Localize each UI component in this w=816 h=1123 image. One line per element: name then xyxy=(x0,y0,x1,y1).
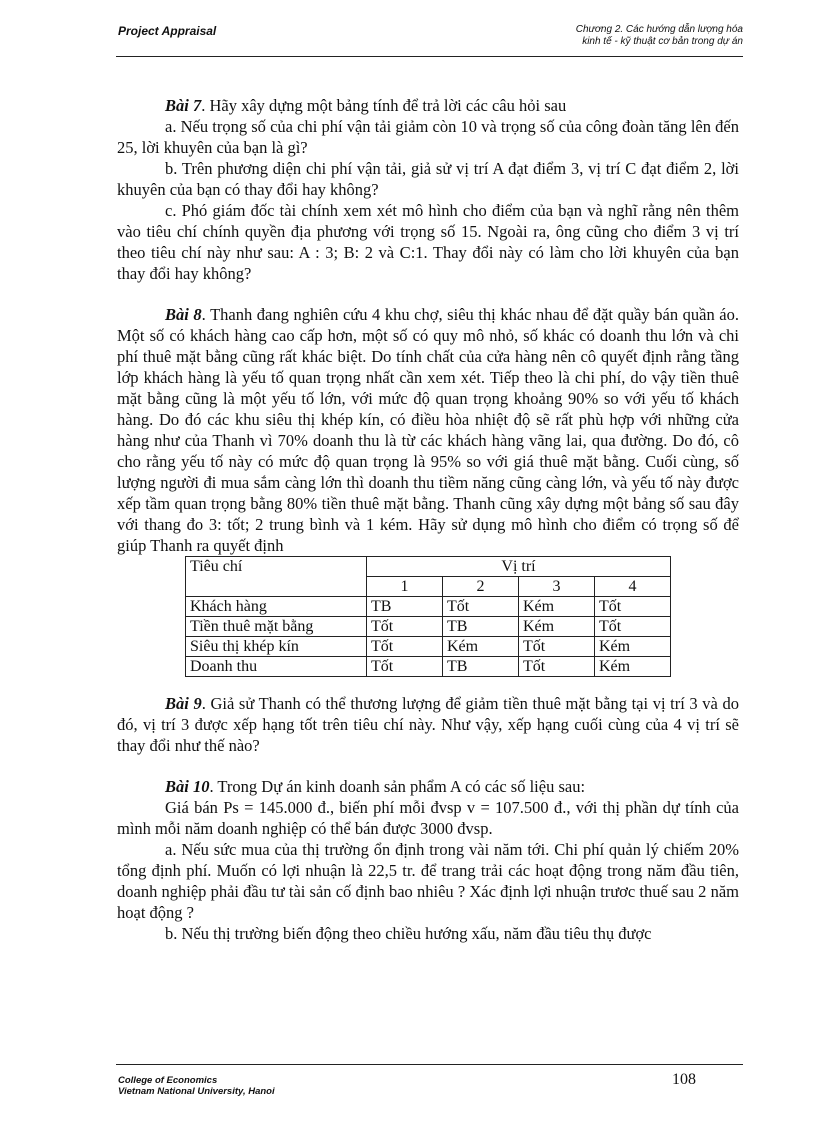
header-chapter-line1: Chương 2. Các hướng dẫn lượng hóa xyxy=(575,24,743,35)
footer-divider xyxy=(116,1064,743,1065)
table-cell: Tốt xyxy=(367,657,443,677)
criterion-name: Tiền thuê mặt bằng xyxy=(186,617,367,637)
page-number: 108 xyxy=(672,1071,696,1088)
criterion-name: Khách hàng xyxy=(186,597,367,617)
table-cell: Tốt xyxy=(595,597,671,617)
location-header: Vị trí xyxy=(367,557,671,577)
table-cell: Tốt xyxy=(519,657,595,677)
exercise-10-part-a: a. Nếu sức mua của thị trường ổn định trong vài năm tới. Chi phí quản lý chiếm 20% tổng định phí. Muốn có lợi nhuận là 22,5 tr. để trang trải các hoạt động trong năm đầu tiên, doanh nghiệp phải đầu tư tài sản cố định bao nhiêu ? Xác định lợi nhuận trươc thuế sau 2 năm hoạt động ? xyxy=(117,840,739,922)
table-cell: TB xyxy=(443,657,519,677)
exercise-8 xyxy=(117,304,739,677)
table-row xyxy=(186,597,671,617)
table-cell: Kém xyxy=(443,637,519,657)
exercise-9-text xyxy=(117,693,739,756)
exercise-8-body: . Thanh đang nghiên cứu 4 khu chợ, siêu thị khác nhau để đặt quầy bán quần áo. Một số có khách hàng cao cấp hơn, một số có quy mô nhỏ, số khác có doanh thu lớn và chi phí thuê mặt bằng cũng rất khác biệt. Do tính chất của cửa hàng nên cô quyết định rằng tầng lớp khách hàng là yếu tố quan trọng nhất cần xem xét. Tiếp theo là chi phí, do vậy tiền thuê mặt bằng cũng là một yếu tố lớn, với mức độ quan trọng khoảng 90% so với yếu tố khách hàng. Do đó các khu siêu thị khép kín, có điều hòa nhiệt độ sẽ rất phù hợp với những cửa hàng như của Thanh vì 70% doanh thu là từ các khách hàng vãng lai, qua đường. Do đó, cô cho rằng yếu tố này có mức độ quan trọng là 95% so với giá thuê mặt bằng. Cuối cùng, số lượng người đi mua sắm càng lớn thì doanh thu tiềm năng cũng càng lớn, và yếu tố này được xếp tầm quan trọng bằng 80% tiền thuê mặt bằng. Thanh cũng xây dựng một bảng số sau đây với thang đo 3: tốt; 2 trung bình và 1 kém. Hãy sử dụng mô hình cho điểm có trọng số để giúp Thanh ra quyết định xyxy=(117,305,739,555)
header-chapter-title xyxy=(483,24,743,48)
exercise-9-body: . Giả sử Thanh có thể thương lượng để giảm tiền thuê mặt bằng tại vị trí 3 và do đó, vị trí 3 được xếp hạng tốt trên tiêu chí này. Như vậy, xếp hạng cuối cùng của 4 vị trí sẽ thay đổi như thế nào? xyxy=(117,694,740,755)
table-row xyxy=(186,637,671,657)
page-body xyxy=(117,95,739,944)
exercise-10-intro xyxy=(117,776,739,797)
exercise-7-part-a: a. Nếu trọng số của chi phí vận tải giảm còn 10 và trọng số của công đoàn tăng lên đến 25, lời khuyên của bạn là gì? xyxy=(117,117,739,157)
criterion-name: Siêu thị khép kín xyxy=(186,637,367,657)
table-cell: Kém xyxy=(519,617,595,637)
exercise-7-intro xyxy=(117,95,739,116)
table-cell: Kém xyxy=(595,657,671,677)
location-number: 2 xyxy=(443,577,519,597)
exercise-8-text xyxy=(117,304,739,556)
table-row xyxy=(186,617,671,637)
table-cell: Tốt xyxy=(595,617,671,637)
exercise-10-part-b: b. Nếu thị trường biến động theo chiều hướng xấu, năm đầu tiêu thụ được xyxy=(165,924,652,943)
footer-line2: Vietnam National University, Hanoi xyxy=(118,1086,275,1097)
criteria-table xyxy=(185,556,671,677)
exercise-7 xyxy=(117,95,739,284)
table-cell: TB xyxy=(443,617,519,637)
exercise-10-data: Giá bán Ps = 145.000 đ., biến phí mỗi đvsp v = 107.500 đ., với thị phần dự tính của mình mỗi năm doanh nghiệp có thể bán được 3000 đvsp. xyxy=(117,798,739,838)
footer-line1: College of Economics xyxy=(118,1075,218,1086)
criteria-header: Tiêu chí xyxy=(186,557,367,597)
table-cell: Tốt xyxy=(519,637,595,657)
table-cell: Tốt xyxy=(367,637,443,657)
location-number: 3 xyxy=(519,577,595,597)
exercise-7-part-b: b. Trên phương diện chi phí vận tải, giả sử vị trí A đạt điểm 3, vị trí C đạt điểm 2, lời khuyên của bạn có thay đổi hay không? xyxy=(117,159,739,199)
criterion-name: Doanh thu xyxy=(186,657,367,677)
location-number: 4 xyxy=(595,577,671,597)
table-cell: Kém xyxy=(595,637,671,657)
table-cell: TB xyxy=(367,597,443,617)
header-chapter-line2: kinh tế - kỹ thuật cơ bản trong dự án xyxy=(582,36,743,47)
exercise-8-label: Bài 8 xyxy=(165,305,202,324)
table-header-row xyxy=(186,557,671,577)
table-cell: Tốt xyxy=(367,617,443,637)
exercise-9-label: Bài 9 xyxy=(165,694,202,713)
exercise-7-intro-text: . Hãy xây dựng một bảng tính để trả lời các câu hỏi sau xyxy=(201,96,567,115)
table-cell: Tốt xyxy=(443,597,519,617)
location-number: 1 xyxy=(367,577,443,597)
exercise-7-label: Bài 7 xyxy=(165,96,202,115)
header-divider xyxy=(116,56,743,57)
exercise-7-part-c: c. Phó giám đốc tài chính xem xét mô hình cho điểm của bạn và nghĩ rằng nên thêm vào tiêu chí chính quyền địa phương với trọng số 15. Ngoài ra, ông cũng cho điểm 3 vị trí theo tiêu chí này như sau: A : 3; B: 2 và C:1. Thay đổi này có làm cho lời khuyên của bạn thay đổi hay không? xyxy=(117,201,739,283)
table-cell: Kém xyxy=(519,597,595,617)
footer-institution xyxy=(118,1075,275,1097)
exercise-10 xyxy=(117,776,739,944)
table-row xyxy=(186,657,671,677)
exercise-10-intro-text: . Trong Dự án kinh doanh sản phẩm A có các số liệu sau: xyxy=(209,777,586,796)
exercise-9 xyxy=(117,693,739,756)
header-left-title: Project Appraisal xyxy=(118,24,217,38)
exercise-10-label: Bài 10 xyxy=(165,777,210,796)
